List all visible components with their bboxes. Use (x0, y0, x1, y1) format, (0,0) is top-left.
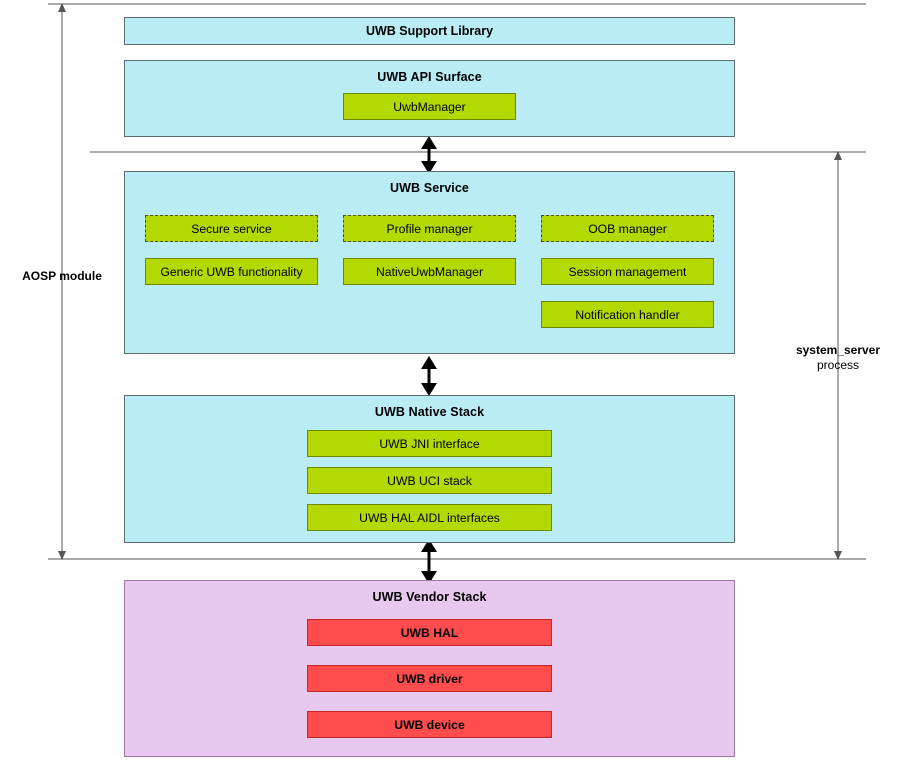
system-server-sub-text: process (816, 358, 860, 372)
secure-service-label: Secure service (191, 221, 272, 236)
uwb-jni-interface-label: UWB JNI interface (379, 436, 480, 451)
profile-manager-label: Profile manager (386, 221, 473, 236)
system-server-text: system_server (795, 343, 881, 357)
uwb-uci-stack-node (307, 467, 552, 494)
oob-manager-node (541, 215, 714, 242)
uwb-hal-node (307, 619, 552, 646)
label-system-server (782, 343, 894, 373)
uwb-manager-node (343, 93, 516, 120)
uwb-hal-aidl-interfaces-node (307, 504, 552, 531)
notification-handler-node (541, 301, 714, 328)
oob-manager-label: OOB manager (588, 221, 667, 236)
native-uwb-manager-label: NativeUwbManager (375, 264, 484, 279)
uwb-api-surface-title: UWB API Surface (377, 70, 482, 84)
uwb-jni-interface-node (307, 430, 552, 457)
uwb-driver-node (307, 665, 552, 692)
uwb-device-label: UWB device (394, 717, 465, 732)
uwb-support-library-label: UWB Support Library (365, 24, 494, 38)
native-uwb-manager-node (343, 258, 516, 285)
uwb-hal-label: UWB HAL (400, 625, 459, 640)
secure-service-node (145, 215, 318, 242)
uwb-service-title: UWB Service (390, 181, 469, 195)
uwb-native-stack-title: UWB Native Stack (374, 405, 485, 419)
uwb-uci-stack-label: UWB UCI stack (387, 473, 472, 488)
session-management-label: Session management (568, 264, 687, 279)
uwb-hal-aidl-interfaces-label: UWB HAL AIDL interfaces (359, 510, 500, 525)
generic-uwb-functionality-node (145, 258, 318, 285)
session-management-node (541, 258, 714, 285)
uwb-support-library-block (124, 17, 735, 45)
notification-handler-label: Notification handler (575, 307, 680, 322)
uwb-manager-label: UwbManager (393, 99, 466, 114)
uwb-driver-label: UWB driver (396, 671, 463, 686)
profile-manager-node (343, 215, 516, 242)
uwb-device-node (307, 711, 552, 738)
generic-uwb-functionality-label: Generic UWB functionality (160, 264, 303, 279)
aosp-module-text: AOSP module (22, 269, 102, 283)
label-aosp-module (4, 269, 120, 284)
uwb-vendor-stack-title: UWB Vendor Stack (372, 590, 487, 604)
